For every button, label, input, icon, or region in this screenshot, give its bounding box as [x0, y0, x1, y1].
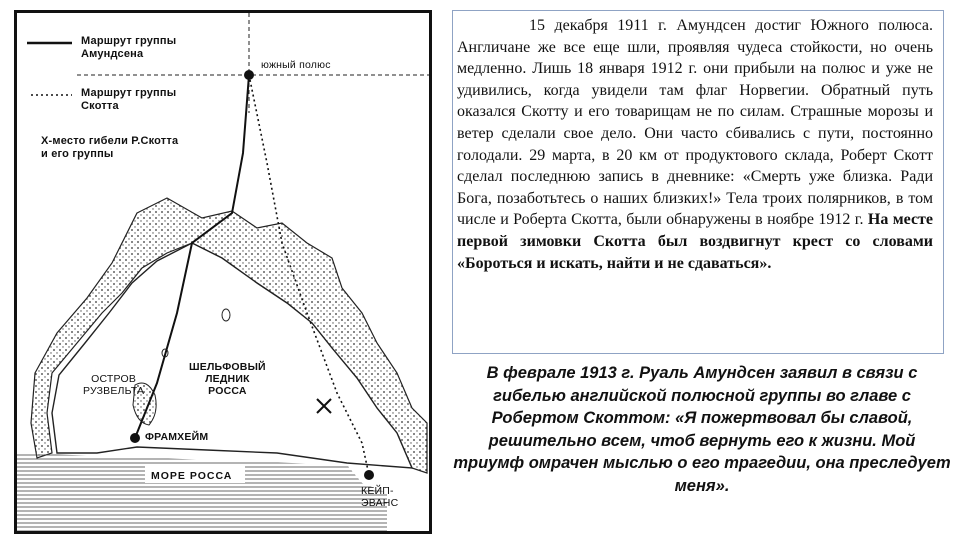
framheim-label: ФРАМХЕЙМ	[145, 431, 209, 443]
legend-death-place-label: Х-место гибели Р.Скотта и его группы	[41, 135, 179, 160]
cape-evans-point	[364, 470, 374, 480]
antarctic-route-map	[14, 10, 432, 534]
roosevelt-island-label: ОСТРОВ РУЗВЕЛЬТА	[83, 373, 145, 397]
south-pole-point	[244, 70, 254, 80]
cape-evans-label: КЕЙП- ЭВАНС	[361, 485, 399, 509]
legend-scott-label: Маршрут группы Скотта	[81, 87, 177, 112]
story-text: 15 декабря 1911 г. Амундсен достиг Южного полюса. Англичане же все еще шли, проявляя чудеса стойкости, но очень медленно. Лишь 18 января 1912 г. они прибыли на полюс и уже не удивились, когда увидели там флаг Норвегии. Обратный путь оказался Скотту и его товарищам не по силам. Страшные морозы и ветер сделали свое дело. Они часто сбивались с пути, постоянно голодали. 29 марта, в 20 км от продуктового склада, Роберт Скотт сделал последнюю запись в дневнике: «Смерть уже близка. Ради Бога, позаботьтесь о наших близких!» Тела троих полярников, в том числе и Роберта Скотта, были обнаружены в ноябре 1912 г.	[457, 17, 933, 229]
ross-sea-label: МОРЕ РОССА	[151, 470, 233, 482]
south-pole-label: южный полюс	[261, 59, 331, 71]
story-paragraph	[453, 11, 943, 274]
ross-sea-water	[17, 453, 387, 531]
ice-shelf-label: ШЕЛЬФОВЫЙ ЛЕДНИК РОССА	[189, 361, 266, 397]
story-emphasis: На месте первой зимовки Скотта был воздвигнут крест со словами «Бороться и искать, найти и не сдаваться».	[457, 211, 934, 272]
legend-amundsen-label: Маршрут группы Амундсена	[81, 35, 177, 60]
amundsen-quote: В феврале 1913 г. Руаль Амундсен заявил в связи с гибелью английской полюсной группы во главе с Робертом Скоттом: «Я пожертвовал бы славой, решительно всем, чтоб вернуть его к жизни. Мой триумф омрачен мыслью о его трагедии, она преследует меня».	[453, 364, 951, 495]
map-drawing	[17, 13, 429, 531]
framheim-point	[130, 433, 140, 443]
story-box	[452, 10, 944, 354]
